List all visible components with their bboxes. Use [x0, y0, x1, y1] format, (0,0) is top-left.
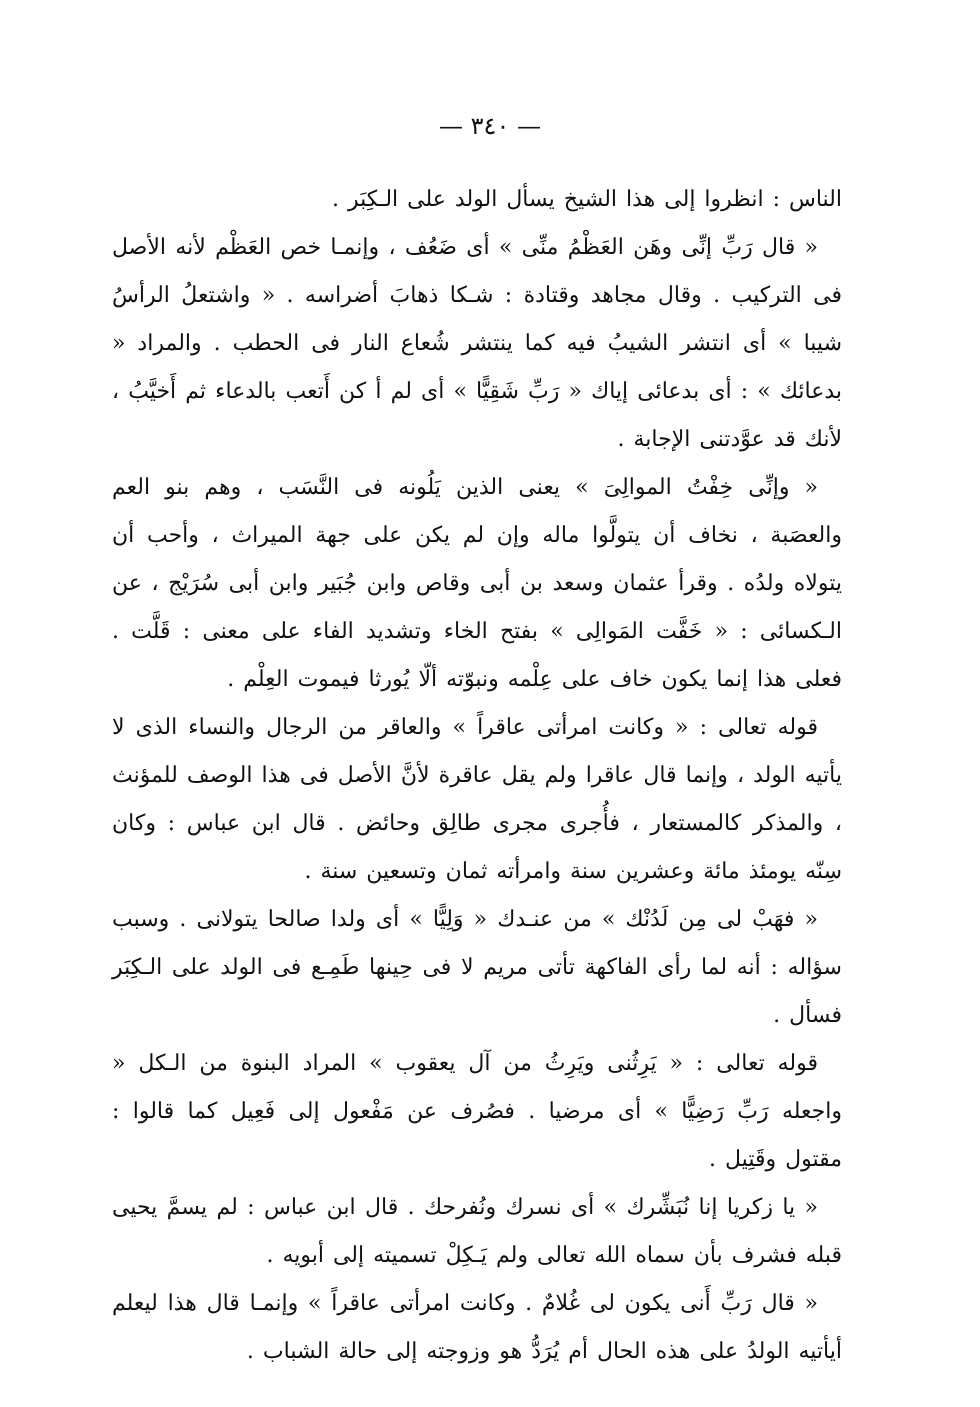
- paragraph: « يا زكريا إنا نُبَشِّرك » أى نسرك ونُفرحك . قال ابن عباس : لم يسمَّ يحيى قبله فشرف بأن سماه الله تعالى ولم يَـكِلْ تسميته إلى أبويه .: [112, 1195, 842, 1268]
- page-number: — ٣٤٠ —: [439, 112, 541, 140]
- page-body-text: [112, 176, 842, 1376]
- paragraph: قوله تعالى : « يَرِثُنى ويَرِثُ من آل يعقوب » المراد البنوة من الـكل « واجعله رَبِّ رَضِيًّا » أى مرضيا . فصُرف عن مَفْعول إلى فَعِيل كما قالوا : مقتول وقَتِيل .: [112, 1051, 842, 1172]
- paragraph: « فهَبْ لى مِن لَدُنْك » من عنـدك « وَلِيًّا » أى ولدا صالحا يتولانى . وسبب سؤاله : أنه لما رأى الفاكهة تأتى مريم لا فى حِينها طَمِـع فى الولد على الـكِبَر فسأل .: [112, 907, 842, 1028]
- paragraph: « وإنِّى خِفْتُ الموالِىَ » يعنى الذين يَلُونه فى النَّسَب ، وهم بنو العم والعصَبة ، نخاف أن يتولَّوا ماله وإن لم يكن على جهة الميراث ، وأحب أن يتولاه ولدُه . وقرأ عثمان وسعد بن أبى وقاص وابن جُبَير وابن أبى سُرَيْج ، عن الـكسائى : « خَفَّت المَوالِى » بفتح الخاء وتشديد الفاء على معنى : قَلَّت . فعلى هذا إنما يكون خاف على عِلْمه ونبوّته ألّا يُورثا فيموت العِلْم .: [112, 475, 842, 692]
- paragraph: « قال رَبِّ أَنى يكون لى غُلامٌ . وكانت امرأتى عاقراً » وإنمـا قال هذا ليعلم أيأتيه الولدُ على هذه الحال أم يُرَدُّ هو وزوجته إلى حالة الشباب .: [112, 1291, 842, 1364]
- paragraph: الناس : انظروا إلى هذا الشيخ يسأل الولد على الـكِبَر .: [331, 187, 842, 212]
- paragraph: « قال رَبِّ إنِّى وهَن العَظْمُ منِّى » أى ضَعُف ، وإنمـا خص العَظْم لأنه الأصل فى التركيب . وقال مجاهد وقتادة : شـكا ذهابَ أضراسه . « واشتعلُ الرأسُ شيبا » أى انتشر الشيبُ فيه كما ينتشر شُعاع النار فى الحطب . والمراد « بدعائك » : أى بدعائى إياك « رَبِّ شَقِيًّا » أى لم أ كن أَتعب بالدعاء ثم أَخيَّبُ ، لأنك قد عوَّدتنى الإجابة .: [112, 235, 843, 452]
- paragraph: قوله تعالى : « وكانت امرأتى عاقراً » والعاقر من الرجال والنساء الذى لا يأتيه الولد ، وإنما قال عاقرا ولم يقل عاقرة لأنَّ الأصل فى هذا الوصف للمؤنث ، والمذكر كالمستعار ، فأُجرى مجرى طالِق وحائض . قال ابن عباس : وكان سِنّه يومئذ مائة وعشرين سنة وامرأته ثمان وتسعين سنة .: [112, 715, 842, 884]
